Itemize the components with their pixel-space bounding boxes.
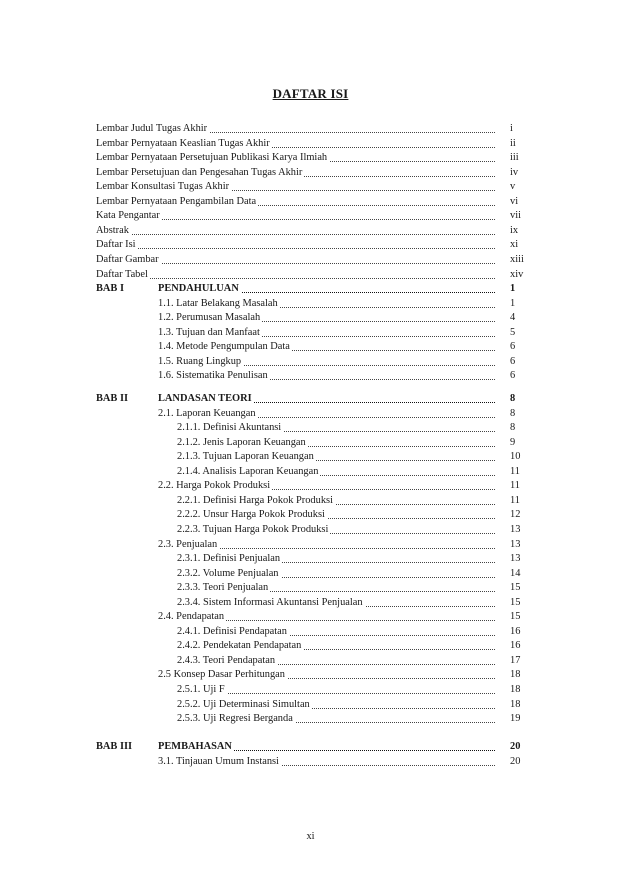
toc-entry-page: 1 — [510, 283, 516, 295]
chapter-code: BAB II — [96, 393, 129, 404]
toc-subsection-item — [0, 465, 621, 479]
toc-entry-label: 2.3.2. Volume Penjualan — [177, 567, 279, 579]
toc-entry-label: Lembar Pernyataan Keaslian Tugas Akhir — [96, 137, 270, 149]
toc-subsection-item — [0, 625, 621, 639]
toc-front-matter-item — [0, 151, 621, 165]
toc-chapter-heading — [0, 392, 621, 406]
toc-entry-page: 12 — [510, 509, 521, 521]
toc-entry-page: 6 — [510, 355, 516, 367]
toc-entry-label: 2.1. Laporan Keuangan — [158, 407, 256, 419]
toc-entry-label: Lembar Persetujuan dan Pengesahan Tugas Akhir — [96, 166, 303, 178]
toc-entry-label: 1.5. Ruang Lingkup — [158, 355, 242, 367]
toc-section-item — [0, 326, 621, 340]
toc-front-matter-item — [0, 137, 621, 151]
toc-subsection-item — [0, 581, 621, 595]
toc-entry-page: 16 — [510, 625, 521, 637]
toc-entry-page: 8 — [510, 422, 516, 434]
toc-entry-page: 18 — [510, 684, 521, 695]
toc-front-matter-item — [0, 253, 621, 267]
toc-entry-page: 20 — [510, 755, 521, 767]
toc-section-item — [0, 297, 621, 311]
toc-entry-page: 13 — [510, 553, 521, 565]
toc-entry-label: 2.3.3. Teori Penjualan — [177, 582, 269, 594]
toc-entry-page: 8 — [510, 407, 516, 419]
toc-entry-label: Kata Pengantar — [96, 210, 160, 222]
toc-entry-page: 11 — [510, 480, 521, 492]
toc-section-item — [0, 538, 621, 552]
toc-entry-label: 2.5.1. Uji F — [177, 684, 225, 695]
toc-entry-page: ii — [510, 137, 516, 149]
toc-entry-page: 1 — [510, 297, 516, 309]
toc-section-item — [0, 668, 621, 682]
toc-subsection-item — [0, 523, 621, 537]
toc-entry-label: 2.1.3. Tujuan Laporan Keuangan — [177, 451, 314, 463]
toc-entry-page: 13 — [510, 538, 521, 550]
toc-section-item — [0, 369, 621, 383]
toc-entry-page: iii — [510, 152, 519, 164]
toc-entry-label: LANDASAN TEORI — [158, 393, 252, 404]
toc-entry-page: 4 — [510, 312, 516, 324]
page-title: DAFTAR ISI — [272, 86, 349, 101]
toc-entry-label: 2.2.2. Unsur Harga Pokok Produksi — [177, 509, 325, 521]
toc-entry-page: 19 — [510, 713, 521, 725]
toc-section-item — [0, 355, 621, 369]
toc-entry-page: 10 — [510, 451, 521, 463]
toc-entry-page: xiv — [510, 268, 524, 280]
toc-entry-label: PENDAHULUAN — [158, 283, 239, 295]
toc-front-matter-item — [0, 224, 621, 238]
toc-entry-label: 1.2. Perumusan Masalah — [158, 312, 261, 324]
toc-entry-page: 20 — [510, 741, 521, 752]
toc-subsection-item — [0, 712, 621, 726]
toc-front-matter-item — [0, 209, 621, 223]
toc-entry-page: 14 — [510, 567, 521, 579]
toc-subsection-item — [0, 421, 621, 435]
toc-subsection-item — [0, 436, 621, 450]
toc-entry-page: v — [510, 181, 516, 193]
page-number: xi — [306, 831, 315, 842]
toc-entry-page: 15 — [510, 611, 521, 623]
toc-front-matter-item — [0, 238, 621, 252]
toc-section-item — [0, 340, 621, 354]
toc-entry-label: 2.2.1. Definisi Harga Pokok Produksi — [177, 494, 333, 506]
toc-entry-label: 2.5.2. Uji Determinasi Simultan — [177, 698, 310, 710]
toc-entry-page: 18 — [510, 669, 521, 681]
toc-entry-label: 1.3. Tujuan dan Manfaat — [158, 326, 260, 338]
toc-section-item — [0, 479, 621, 493]
toc-entry-page: 6 — [510, 341, 516, 353]
toc-entry-page: 15 — [510, 582, 521, 594]
toc-entry-label: 2.4.1. Definisi Pendapatan — [177, 625, 287, 637]
toc-subsection-item — [0, 567, 621, 581]
toc-entry-page: 16 — [510, 640, 521, 652]
toc-subsection-item — [0, 508, 621, 522]
toc-subsection-item — [0, 494, 621, 508]
toc-subsection-item — [0, 698, 621, 712]
toc-entry-label: 2.1.1. Definisi Akuntansi — [177, 422, 282, 434]
toc-subsection-item — [0, 450, 621, 464]
toc-entry-label: 1.6. Sistematika Penulisan — [158, 370, 268, 382]
toc-entry-label: Abstrak — [96, 224, 129, 236]
toc-entry-label: 2.2. Harga Pokok Produksi — [158, 480, 271, 492]
toc-entry-label: 2.4.2. Pendekatan Pendapatan — [177, 640, 302, 652]
toc-subsection-item — [0, 596, 621, 610]
toc-entry-label: Daftar Isi — [96, 239, 136, 251]
toc-entry-label: Lembar Pernyataan Persetujuan Publikasi Karya Ilmiah — [96, 152, 328, 164]
toc-chapter-heading — [0, 740, 621, 754]
toc-entry-label: 3.1. Tinjauan Umum Instansi — [158, 755, 279, 767]
toc-entry-label: Daftar Tabel — [96, 268, 148, 280]
toc-front-matter-item — [0, 122, 621, 136]
toc-entry-page: i — [510, 123, 513, 134]
toc-entry-label: 2.5.3. Uji Regresi Berganda — [177, 713, 293, 725]
toc-subsection-item — [0, 683, 621, 697]
toc-entry-label: PEMBAHASAN — [158, 741, 232, 752]
toc-subsection-item — [0, 654, 621, 668]
toc-entry-label: Lembar Pernyataan Pengambilan Data — [96, 195, 257, 207]
chapter-code: BAB I — [96, 283, 125, 295]
toc-entry-label: 2.3.1. Definisi Penjualan — [177, 553, 281, 565]
toc-front-matter-item — [0, 180, 621, 194]
toc-entry-label: 2.4. Pendapatan — [158, 611, 225, 623]
toc-section-item — [0, 755, 621, 769]
toc-entry-label: 2.1.2. Jenis Laporan Keuangan — [177, 436, 306, 448]
toc-entry-label: 2.3.4. Sistem Informasi Akuntansi Penjualan — [177, 596, 363, 608]
toc-entry-label: 1.1. Latar Belakang Masalah — [158, 297, 278, 309]
chapter-code: BAB III — [96, 741, 133, 752]
toc-entry-label: 2.1.4. Analisis Laporan Keuangan — [177, 465, 319, 477]
toc-entry-page: vi — [510, 195, 519, 207]
toc-entry-page: ix — [510, 224, 519, 236]
toc-front-matter-item — [0, 195, 621, 209]
toc-section-item — [0, 407, 621, 421]
toc-entry-page: 6 — [510, 370, 516, 382]
toc-entry-label: 2.4.3. Teori Pendapatan — [177, 654, 276, 666]
toc-entry-label: 1.4. Metode Pengumpulan Data — [158, 341, 290, 353]
toc-entry-page: 11 — [510, 465, 521, 477]
toc-entry-page: 15 — [510, 596, 521, 608]
toc-subsection-item — [0, 552, 621, 566]
toc-entry-page: 18 — [510, 698, 521, 710]
toc-entry-page: 8 — [510, 393, 516, 404]
toc-entry-page: xiii — [510, 253, 524, 265]
toc-chapter-heading — [0, 282, 621, 296]
toc-entry-page: 5 — [510, 326, 516, 338]
toc-entry-label: 2.5 Konsep Dasar Perhitungan — [158, 669, 285, 681]
toc-entry-page: vii — [510, 210, 521, 222]
toc-entry-page: xi — [510, 239, 519, 251]
toc-entry-page: 17 — [510, 654, 521, 666]
toc-entry-label: Daftar Gambar — [96, 253, 159, 265]
toc-entry-label: Lembar Konsultasi Tugas Akhir — [96, 181, 230, 193]
toc-entry-page: iv — [510, 166, 519, 178]
toc-section-item — [0, 610, 621, 624]
toc-front-matter-item — [0, 268, 621, 282]
toc-entry-page: 13 — [510, 523, 521, 535]
toc-entry-page: 9 — [510, 436, 516, 448]
toc-entry-label: 2.2.3. Tujuan Harga Pokok Produksi — [177, 523, 329, 535]
toc-entry-label: Lembar Judul Tugas Akhir — [96, 123, 208, 134]
toc-entry-label: 2.3. Penjualan — [158, 538, 218, 550]
toc-entry-page: 11 — [510, 494, 521, 506]
toc-section-item — [0, 311, 621, 325]
toc-subsection-item — [0, 639, 621, 653]
toc-front-matter-item — [0, 166, 621, 180]
